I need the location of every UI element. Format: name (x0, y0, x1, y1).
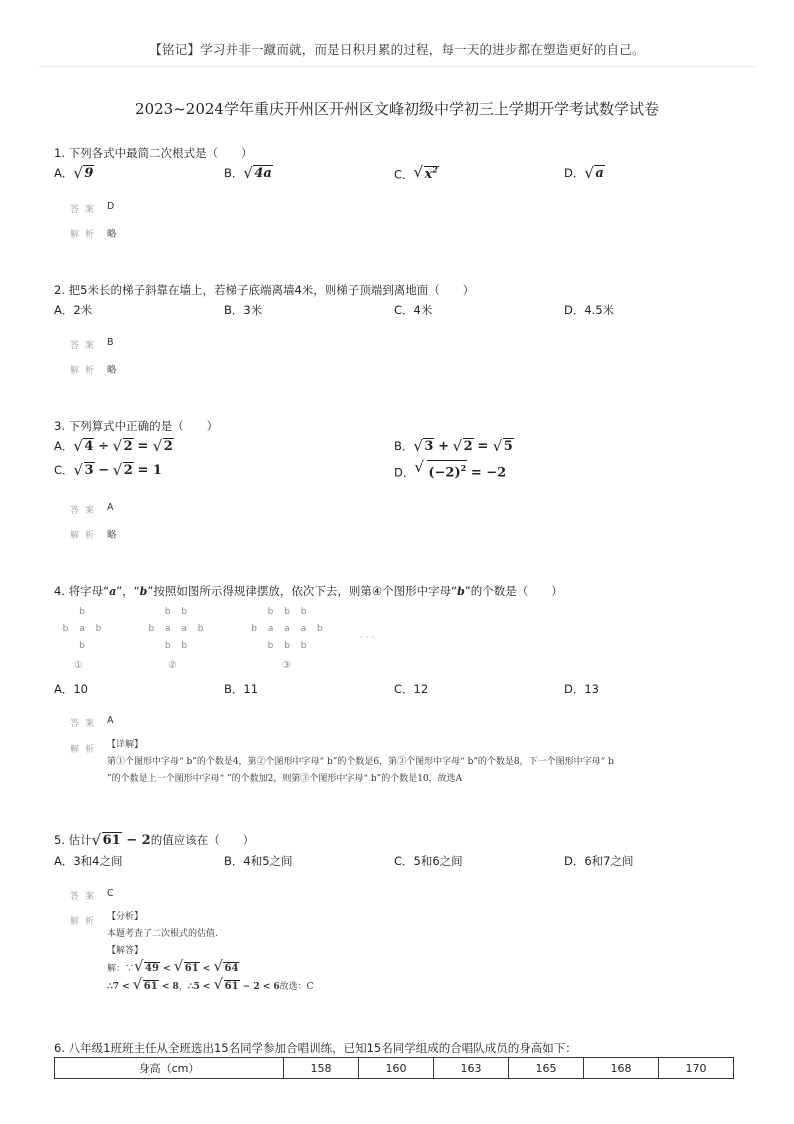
q3-option-d[interactable]: D．√ $(-2)^2 = -2$ (394, 460, 506, 480)
q5-option-b[interactable]: B．4和5之间 (224, 854, 293, 868)
q5-solution: 【分析】 本题考查了二次根式的估值. 【解答】 解：∵√ 49 < √ 61 < √ 64 ∴7 < √ 61 < 8，∴5 < √ 61 − 2 < 6故选：C (107, 909, 707, 996)
q4-ellipsis: · · · (360, 633, 375, 643)
q2-answer-label: 答案 (70, 341, 101, 351)
height-cell: 168 (584, 1058, 659, 1079)
q2-option-d[interactable]: D．4.5米 (564, 303, 615, 317)
q2-analysis: 略 (107, 365, 117, 376)
header-divider (38, 66, 756, 67)
q1-option-a[interactable]: A．√ 9 (54, 165, 94, 181)
q3-analysis-label: 解析 (70, 531, 101, 541)
height-cell: 163 (434, 1058, 509, 1079)
table-header-cell: 身高（cm） (55, 1058, 284, 1079)
q1-answer-label: 答案 (70, 205, 101, 215)
q4-answer-label: 答案 (70, 719, 101, 729)
q5-option-a[interactable]: A．3和4之间 (54, 854, 123, 868)
q4-option-c[interactable]: C．12 (394, 682, 429, 696)
q3-stem: 3. 下列算式中正确的是（ ） (54, 419, 219, 433)
table-row (55, 1058, 734, 1079)
q4-figure-1: b b a b b (62, 607, 102, 651)
q4-answer: A (107, 715, 114, 726)
q3-option-c[interactable]: C．√ 3 − √ 2 = 1 (54, 462, 162, 478)
q4-analysis-label: 解析 (70, 745, 101, 755)
q1-option-d[interactable]: D．√ a (564, 165, 605, 181)
q5-solution-line2: ∴7 < √ 61 < 8，∴5 < √ 61 − 2 < 6故选：C (107, 978, 707, 996)
q5-option-c[interactable]: C．5和6之间 (394, 854, 463, 868)
q3-analysis: 略 (107, 530, 117, 541)
q5-solution-line1: 解：∵√ 49 < √ 61 < √ 64 (107, 960, 707, 978)
q5-option-d[interactable]: D．6和7之间 (564, 854, 634, 868)
q2-stem: 2. 把5米长的梯子斜靠在墙上，若梯子底端离墙4米，则梯子顶端到离地面（ ） (54, 283, 475, 297)
height-table (54, 1057, 734, 1079)
q3-answer-label: 答案 (70, 506, 101, 516)
q4-option-d[interactable]: D．13 (564, 682, 599, 696)
q2-analysis-label: 解析 (70, 366, 101, 376)
q4-figure-1-label: ① (74, 660, 83, 671)
q4-solution: 【详解】 第①个图形中字母“ b”的个数是4，第②个图形中字母“ b”的个数是6，第③个图形中字母“ b”的个数是8，下一个图形中字母“ b ”的个数是上一个图形中字母“ ”的个数加2，则第③个图形中字母“ b”的个数是10，故选A (107, 740, 614, 784)
q5-analysis-label: 解析 (70, 917, 101, 927)
q3-option-a[interactable]: A．√ 4 ÷ √ 2 = √ 2 (54, 438, 174, 454)
q4-figure-2-label: ② (168, 660, 177, 671)
q5-answer-label: 答案 (70, 892, 101, 902)
q1-stem: 1. 下列各式中最简二次根式是（ ） (54, 146, 253, 160)
q4-stem: 4. 将字母“a”，“b”按照如图所示得规律摆放，依次下去，则第④个图形中字母“b”的个数是（ ） (54, 584, 563, 598)
height-cell: 165 (509, 1058, 584, 1079)
q6-stem: 6. 八年级1班班主任从全班选出15名同学参加合唱训练，已知15名同学组成的合唱队成员的身高如下： (54, 1041, 577, 1055)
q4-figure-3: b b b b a a a b b b b (251, 607, 323, 651)
height-cell: 160 (359, 1058, 434, 1079)
q2-option-c[interactable]: C．4米 (394, 303, 433, 317)
q1-analysis: 略 (107, 229, 117, 240)
q3-option-b[interactable]: B．√ 3 + √ 2 = √ 5 (394, 438, 514, 454)
q4-option-b[interactable]: B．11 (224, 682, 259, 696)
q4-option-a[interactable]: A．10 (54, 682, 89, 696)
q2-answer: B (107, 337, 114, 348)
q5-stem: 5. 估计√ 61 − 2的值应该在（ ） (54, 832, 254, 848)
height-cell: 170 (659, 1058, 734, 1079)
page-title: 2023~2024学年重庆开州区开州区文峰初级中学初三上学期开学考试数学试卷 (135, 100, 659, 118)
q1-analysis-label: 解析 (70, 230, 101, 240)
motto-banner: 【铭记】学习并非一蹴而就，而是日积月累的过程，每一天的进步都在塑造更好的自己。 (149, 42, 645, 57)
q4-figure-3-label: ③ (282, 660, 291, 671)
q5-answer: C (107, 888, 114, 899)
q1-answer: D (107, 201, 115, 212)
height-cell: 158 (284, 1058, 359, 1079)
q2-option-a[interactable]: A．2米 (54, 303, 93, 317)
q1-option-c[interactable]: C．√ $x^2$ (394, 165, 439, 182)
q2-option-b[interactable]: B．3米 (224, 303, 263, 317)
q4-figure-2: b b b a a b b b (148, 607, 204, 651)
q1-option-b[interactable]: B．√ 4a (224, 165, 273, 181)
q3-answer: A (107, 502, 114, 513)
